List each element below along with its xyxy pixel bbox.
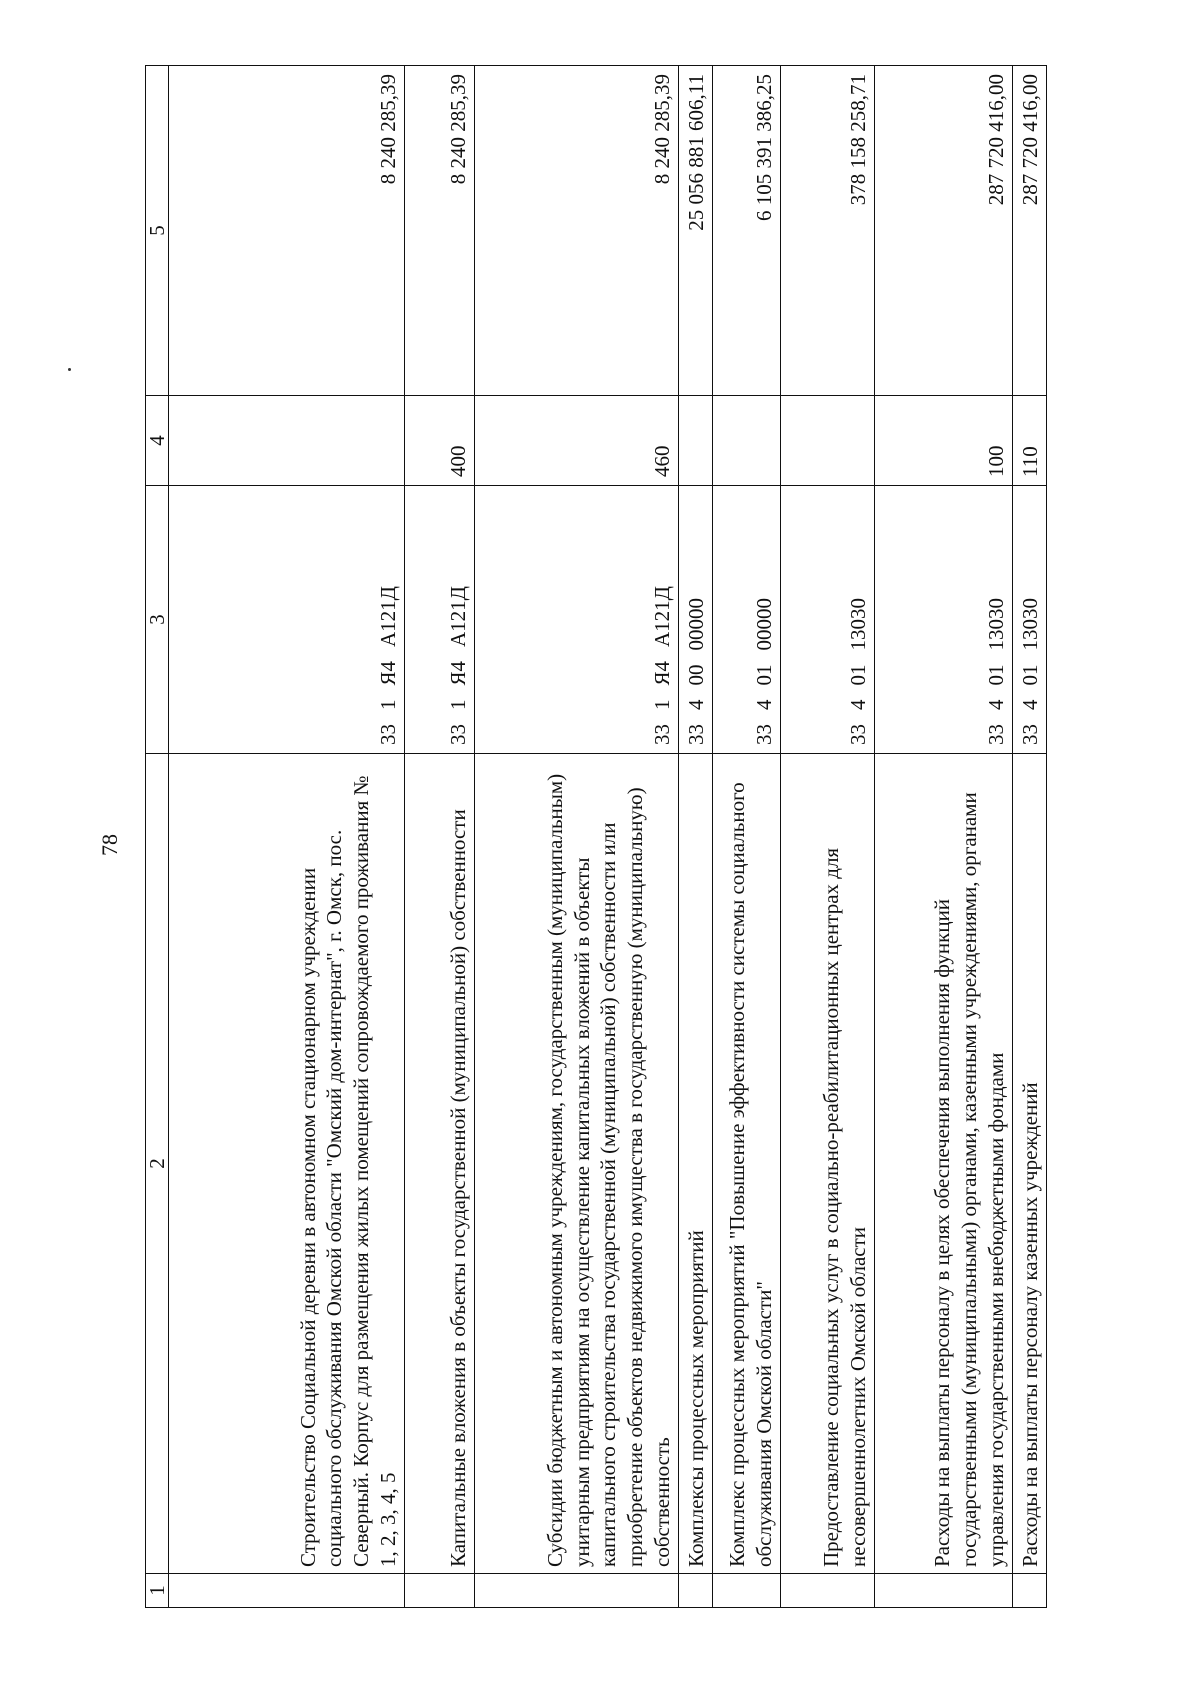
scan-speck bbox=[68, 368, 71, 371]
row-index-cell bbox=[875, 1574, 1013, 1608]
budget-table bbox=[145, 65, 1047, 1608]
row-index-cell bbox=[475, 1574, 679, 1608]
row-name-cell: Расходы на выплаты персоналу в целях обеспечения выполнения функций государственными (муниципальными) органами, казенными учреждениями, органами управления государственными внебюджетными фондами bbox=[875, 754, 1013, 1574]
row-code-cell: 3340000000 bbox=[679, 486, 713, 754]
row-name-cell: Капитальные вложения в объекты государственной (муниципальной) собственности bbox=[405, 754, 475, 1574]
row-name-cell: Комплекс процессных мероприятий "Повышение эффективности системы социального обслуживания Омской области" bbox=[713, 754, 781, 1574]
row-index-cell bbox=[781, 1574, 875, 1608]
table-row bbox=[875, 66, 1013, 1608]
budget-table-container bbox=[145, 66, 1065, 1608]
row-vr-cell bbox=[679, 396, 713, 486]
row-amount-cell: 287 720 416,00 bbox=[1013, 66, 1047, 396]
row-code-cell: 3340100000 bbox=[713, 486, 781, 754]
row-name-cell: Субсидии бюджетным и автономным учреждениям, государственным (муниципальным) унитарным предприятиям на осуществление капитальных вложений в объекты капитального строительства государственной (муниципальной) собственности или приобретение объектов недвижимого имущества в государственную (муниципальную) собственность bbox=[475, 754, 679, 1574]
table-row bbox=[679, 66, 713, 1608]
header-col-3: 3 bbox=[146, 486, 169, 754]
row-name-cell: Расходы на выплаты персоналу казенных учреждений bbox=[1013, 754, 1047, 1574]
row-amount-cell: 378 158 258,71 bbox=[781, 66, 875, 396]
row-vr-cell bbox=[781, 396, 875, 486]
row-code-cell: 3340113030 bbox=[875, 486, 1013, 754]
header-col-5: 5 bbox=[146, 66, 169, 396]
row-index-cell bbox=[713, 1574, 781, 1608]
row-index-cell bbox=[679, 1574, 713, 1608]
row-vr-cell bbox=[713, 396, 781, 486]
row-code-cell: 331Я4А121Д bbox=[169, 486, 405, 754]
row-vr-cell: 100 bbox=[875, 396, 1013, 486]
row-amount-cell: 8 240 285,39 bbox=[169, 66, 405, 396]
row-code-cell: 331Я4А121Д bbox=[405, 486, 475, 754]
row-vr-cell: 110 bbox=[1013, 396, 1047, 486]
row-amount-cell: 287 720 416,00 bbox=[875, 66, 1013, 396]
table-row bbox=[169, 66, 405, 1608]
row-code-cell: 3340113030 bbox=[781, 486, 875, 754]
table-row bbox=[405, 66, 475, 1608]
row-amount-cell: 25 056 881 606,11 bbox=[679, 66, 713, 396]
row-amount-cell: 8 240 285,39 bbox=[475, 66, 679, 396]
row-amount-cell: 8 240 285,39 bbox=[405, 66, 475, 396]
row-index-cell bbox=[1013, 1574, 1047, 1608]
page-number: 78 bbox=[97, 834, 122, 856]
header-col-1: 1 bbox=[146, 1574, 169, 1608]
table-row bbox=[1013, 66, 1047, 1608]
table-header-row bbox=[146, 66, 169, 1608]
row-name-cell: Предоставление социальных услуг в социально-реабилитационных центрах для несовершеннолетних Омской области bbox=[781, 754, 875, 1574]
table-row bbox=[781, 66, 875, 1608]
row-code-cell: 3340113030 bbox=[1013, 486, 1047, 754]
row-index-cell bbox=[169, 1574, 405, 1608]
row-name-cell: Комплексы процессных мероприятий bbox=[679, 754, 713, 1574]
table-row bbox=[713, 66, 781, 1608]
header-col-4: 4 bbox=[146, 396, 169, 486]
row-vr-cell: 460 bbox=[475, 396, 679, 486]
row-vr-cell: 400 bbox=[405, 396, 475, 486]
table-row bbox=[475, 66, 679, 1608]
header-col-2: 2 bbox=[146, 754, 169, 1574]
row-index-cell bbox=[405, 1574, 475, 1608]
row-name-cell: Строительство Социальной деревни в автономном стационарном учреждении социального обслуживания Омской области "Омский дом-интернат", г. Омск, пос. Северный. Корпус для размещения жилых помещений сопровождаемого проживания № 1, 2, 3, 4, 5 bbox=[169, 754, 405, 1574]
row-code-cell: 331Я4А121Д bbox=[475, 486, 679, 754]
row-vr-cell bbox=[169, 396, 405, 486]
row-amount-cell: 6 105 391 386,25 bbox=[713, 66, 781, 396]
